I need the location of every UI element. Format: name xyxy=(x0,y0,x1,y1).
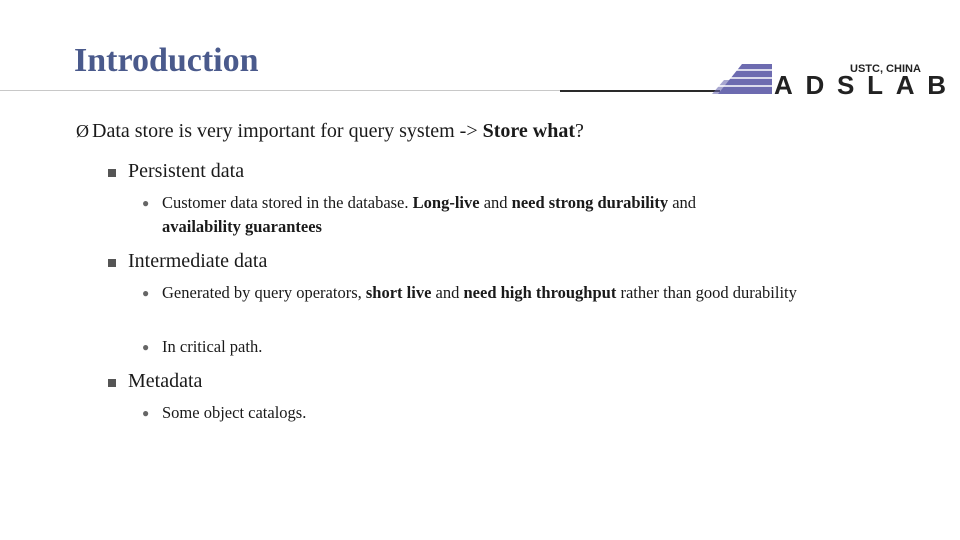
dot-bullet-icon: ● xyxy=(142,406,150,420)
logo-wordmark: ADSLAB xyxy=(774,70,946,98)
bullet-metadata: Metadata xyxy=(108,370,202,393)
square-bullet-icon xyxy=(108,259,116,267)
detail-metadata-1: ● Some object catalogs. xyxy=(142,401,862,425)
adslab-logo xyxy=(712,56,952,98)
dot-bullet-icon: ● xyxy=(142,286,150,300)
detail-intermediate-2: ● In critical path. xyxy=(142,335,862,359)
dot-bullet-icon: ● xyxy=(142,196,150,210)
title-rule-accent xyxy=(560,90,720,92)
slide-title: Introduction xyxy=(74,42,259,79)
square-bullet-icon xyxy=(108,169,116,177)
logo-subtitle: USTC, CHINA xyxy=(850,63,921,75)
bullet-main-text: Data store is very important for query system -> xyxy=(92,120,483,142)
detail-intermediate-1: ● Generated by query operators, short live and need high throughput rather than good durability xyxy=(142,281,862,305)
arrow-bullet-icon: Ø xyxy=(76,121,89,141)
bullet-persistent: Persistent data xyxy=(108,160,244,183)
bullet-intermediate: Intermediate data xyxy=(108,250,267,273)
bullet-main-emphasis: Store what xyxy=(482,120,576,142)
detail-persistent-1: ● Customer data stored in the database. Long-live and need strong durability and availability guarantees xyxy=(142,193,697,236)
bullet-main xyxy=(76,120,584,143)
bullet-main-tail: ? xyxy=(575,120,584,142)
dot-bullet-icon: ● xyxy=(142,340,150,354)
square-bullet-icon xyxy=(108,379,116,387)
